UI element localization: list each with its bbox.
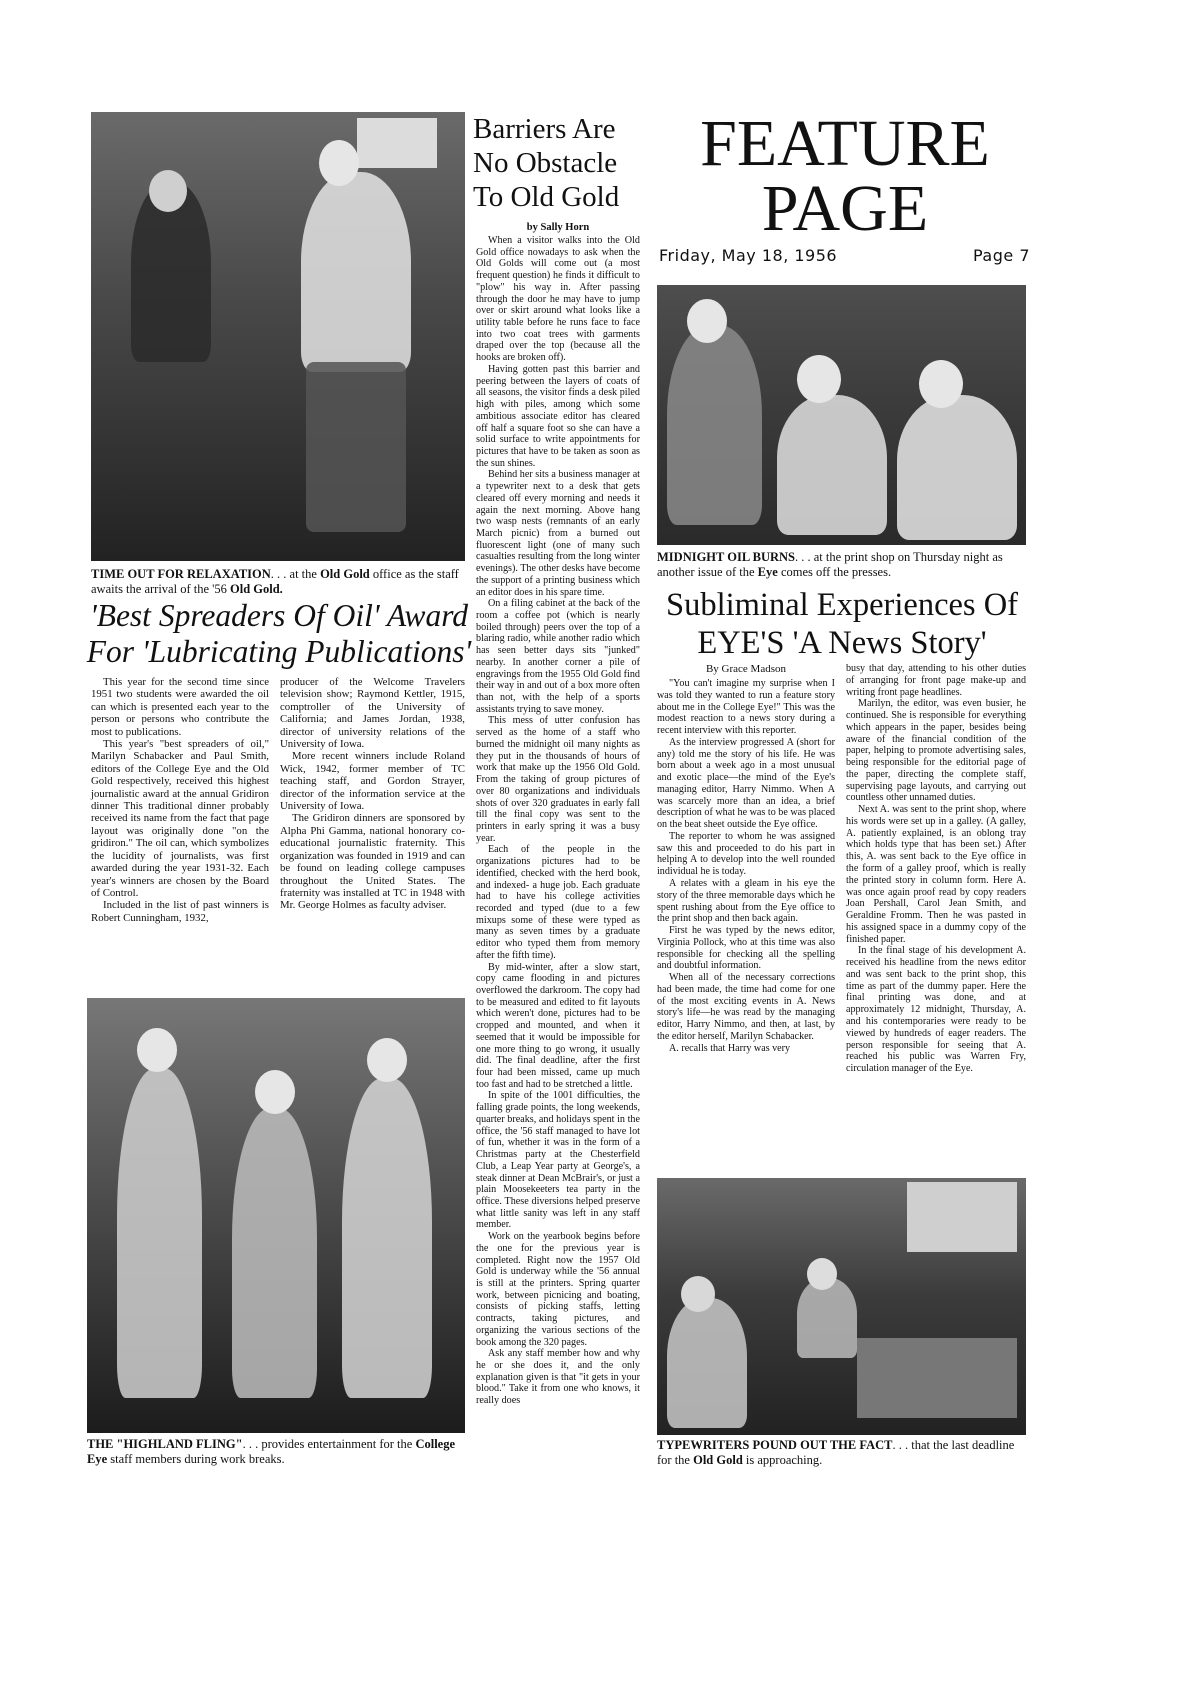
dancer-left-head [137,1028,177,1072]
caption-highland-fling: THE "HIGHLAND FLING". . . provides entertainment for the College Eye staff members during work breaks. [87,1437,456,1466]
masthead-line2: PAGE [761,171,929,245]
subliminal-column-1: "You can't imagine my surprise when I was told they wanted to run a feature story about me in the College Eye!" This was the modest reaction to a news story during a recent interview with this reporter. As the interview progressed A (short for any) told me the story of his life. He was born about a week ago in a most unusual and exotic place—the mind of the Eye's managing editor, Harry Nimmo. When A was scarcely more than an idea, a brief description of what he was to be was placed on the beat sheet outside the Eye office. The reporter to whom he was assigned saw this and proceeded to do his part in helping A to develop into the well rounded individual he is today. A relates with a gleam in his eye the story of the three memorable days which he spent rushing about from the Eye office to the print shop and then back again. First he was typed by the news editor, Virginia Pollock, who at this time was also responsible for checking all the spelling and doubtful information. When all of the necessary corrections had been made, the time had come for one of the most exciting events in A. News story's life—he was read by the managing editor, Harry Nimmo, and then, at last, by the editor herself, Marilyn Schabacker. A. recalls that Harry was very [657,678,835,1054]
oil-award-column-2: producer of the Welcome Travelers television show; Raymond Kettler, 1915, comptroller of the University of California; and James Jordan, 1938, director of university relations of the University of Iowa. More recent winners include Roland Wick, 1942, former member of TC teaching staff, and Gordon Strayer, director of the information service at the University of Iowa. The Gridiron dinners are sponsored by Alpha Phi Gamma, national honorary co-educational journalistic fraternity. This organization was founded in 1919 and can be found on leading college campuses throughout the United States. The fraternity was installed at TC in 1948 with Mr. George Holmes as faculty adviser. [280,676,465,912]
seated-person-head [149,170,187,212]
caption-typewriters: TYPEWRITERS POUND OUT THE FACT. . . that the last deadline for the Old Gold is approaching. [657,1438,1015,1467]
standing-person-figure [301,172,411,372]
dancer-middle-figure [232,1108,317,1398]
oil-award-headline [86,598,472,670]
standing-person-legs [306,362,406,532]
printer-left-head [687,299,727,343]
masthead-line1: FEATURE [700,107,990,180]
subliminal-headline [652,586,1032,662]
barriers-headline-line1: Barriers Are [473,113,616,145]
barriers-headline [473,112,643,214]
typist-center-head [807,1258,837,1290]
printer-right-head [919,360,963,408]
subliminal-headline-line2: EYE'S 'A News Story' [697,625,987,661]
printer-middle-head [797,355,841,403]
oil-award-headline-line1: 'Best Spreaders Of Oil' Award [89,598,469,633]
office-window [907,1182,1017,1252]
typist-left-head [681,1276,715,1312]
barriers-byline: by Sally Horn [526,222,590,233]
dancer-right-head [367,1038,407,1082]
dancer-right-figure [342,1078,432,1398]
dancer-left-figure [117,1068,202,1398]
masthead-page-number: Page 7 [973,246,1030,265]
printer-middle-figure [777,395,887,535]
photo-typewriters [657,1178,1026,1435]
subliminal-byline: By Grace Madson [705,663,787,675]
caption-relaxation: TIME OUT FOR RELAXATION. . . at the Old Gold office as the staff awaits the arrival of the '56 Old Gold. [91,567,459,596]
wall-calendar [357,118,437,168]
typist-left-figure [667,1298,747,1428]
photo-highland-fling [87,998,465,1433]
masthead-date: Friday, May 18, 1956 [659,246,838,265]
subliminal-headline-line1: Subliminal Experiences Of [666,587,1018,623]
barriers-body: When a visitor walks into the Old Gold office nowadays to ask when the Old Golds will come out (a most frequent question) he finds it difficult to "plow" his way in. After passing through the door he may have to jump over or skirt around what looks like a utility table before he runs face to face into two coat trees with garments draped over the top (because all the hooks are broken off). Having gotten past this barrier and peering between the layers of coats of all seasons, the visitor finds a desk piled high with piles, among which some ambitious associate editor has cleared off half a square foot so she can have a solid surface to write appointments for pictures that have to be taken as soon as the sun shines. Behind her sits a business manager at a typewriter next to a desk that gets cleared off every morning and needs it again the next morning. Above hang two wasp nests (remnants of an early March picnic) from a burned out fluorescent light (one of many such casualties resulting from the long winter evenings). The other desks have become the support of a printing business which an editor does in his spare time. On a filing cabinet at the back of the room a coffee pot (which is nearly boiled through) peers over the top of a blaring radio, while another radio which has seen better days sits "junked" nearby. In another corner a pile of engravings from the 1955 Old Gold find their way in and out of a box more often than not, with the help of a sports assistants trying to save money. This mess of utter confusion has served as the home of a staff who burned the midnight oil many nights as they put in the thousands of hours of work that make up the 1956 Old Gold. From the taking of group pictures of over 80 organizations and individuals shots of over 320 graduates in early fall till the final copy was sent to the printers in early spring it was a busy year. Each of the people in the organizations pictures had to be identified, checked with the herd book, and indexed- a huge job. Each graduate had to have his college activities recorded and typed (due to a few mixups some of these were typed as many as seven times by a graduate editor who typed them from memory after the fifth time). By mid-winter, after a slow start, copy came flooding in and pictures overflowed the darkroom. The copy had to be measured and edited to fit layouts which weren't done, pictures had to be cropped and mounted, and when it seemed that it would be impossible for one more thing to go wrong, it usually did. The final deadline, after the first four had been missed, came up much too fast and had to be stretched a little. In spite of the 1001 difficulties, the falling grade points, the long weekends, quarter breaks, and holidays spent in the office, the '56 staff managed to have lot of fun, whether it was in the form of a Christmas party at the Chesterfield Club, a Leap Year party at George's, a steak dinner at Dean McBrair's, or just a plain Moosekeeters tea party in the office. These diversions helped preserve what little sanity was left in any staff member. Work on the yearbook begins before the one for the previous year is completed. Right now the 1957 Old Gold is underway while the '56 annual is still at the printers. Spring quarter work, between picnicing and boating, consists of picking staffs, letting contracts, taking pictures, and organizing the various sections of the book among the 320 pages. Ask any staff member how and why he or she does it, and the only explanation given is that "it gets in your blood." Take it from one who knows, it really does [476,235,641,1407]
photo-midnight-oil-burns [657,285,1026,545]
barriers-headline-line3: To Old Gold [473,181,620,213]
subliminal-column-2: busy that day, attending to his other duties of arranging for front page make-up and writing front page headlines. Marilyn, the editor, was even busier, he continued. She is responsible for everything which appears in the paper, besides being aware of the financial condition of the paper, helping to promote advertising sales, being responsible for the editorial page of the paper, directing the complete staff, supervising page layouts, and carrying out countless other unnamed duties. Next A. was sent to the print shop, where his words were set up in a galley. (A galley, A. patiently explained, is an oblong tray which holds type that has been set.) After this, A. was sent back to the Eye office in the form of a galley proof, which is really the printed story in column form. Here A. was once again proof read by copy readers Joan Pershall, Carol Jean Smith, and Geraldine Fromm. Then he was pasted in his assigned space in a dummy copy of the finished paper. In the final stage of his development A. received his headline from the news editor and was sent back to the print shop, this time as part of the dummy paper. Here the final printing was done, and at approximately 12 midnight, Thursday, A. and his contemporaries were ready to be viewed by hundreds of eager readers. The person responsible for seeing that A. reached his public was Warren Fry, circulation manager of the Eye. [846,663,1026,1075]
typist-center-figure [797,1278,857,1358]
printer-right-figure [897,395,1017,540]
photo-time-out-for-relaxation [91,112,465,561]
dancer-middle-head [255,1070,295,1114]
oil-award-column-1: This year for the second time since 1951 two students were awarded the oil can which is presented each year to the person or persons who contribute the most to publications. This year's "best spreaders of oil," Marilyn Schabacker and Paul Smith, editors of the College Eye and the Old Gold respectively, received this highest journalistic award at the annual Gridiron dinner This traditional dinner probably received its name from the fact that page layout was originally done "on the gridiron." The oil can, which symbolizes the lucidity of journalists, was first awarded during the year 1931-32. Each year's winners are chosen by the Board of Control. Included in the list of past winners is Robert Cunningham, 1932, [91,676,269,924]
oil-award-headline-line2: For 'Lubricating Publications' [86,634,472,669]
barriers-headline-line2: No Obstacle [473,147,618,179]
feature-page-masthead [655,107,1035,245]
standing-person-head [319,140,359,186]
office-desk [857,1338,1017,1418]
printer-left-figure [667,325,762,525]
caption-midnight-oil: MIDNIGHT OIL BURNS. . . at the print shop on Thursday night as another issue of the Eye comes off the presses. [657,550,1003,579]
